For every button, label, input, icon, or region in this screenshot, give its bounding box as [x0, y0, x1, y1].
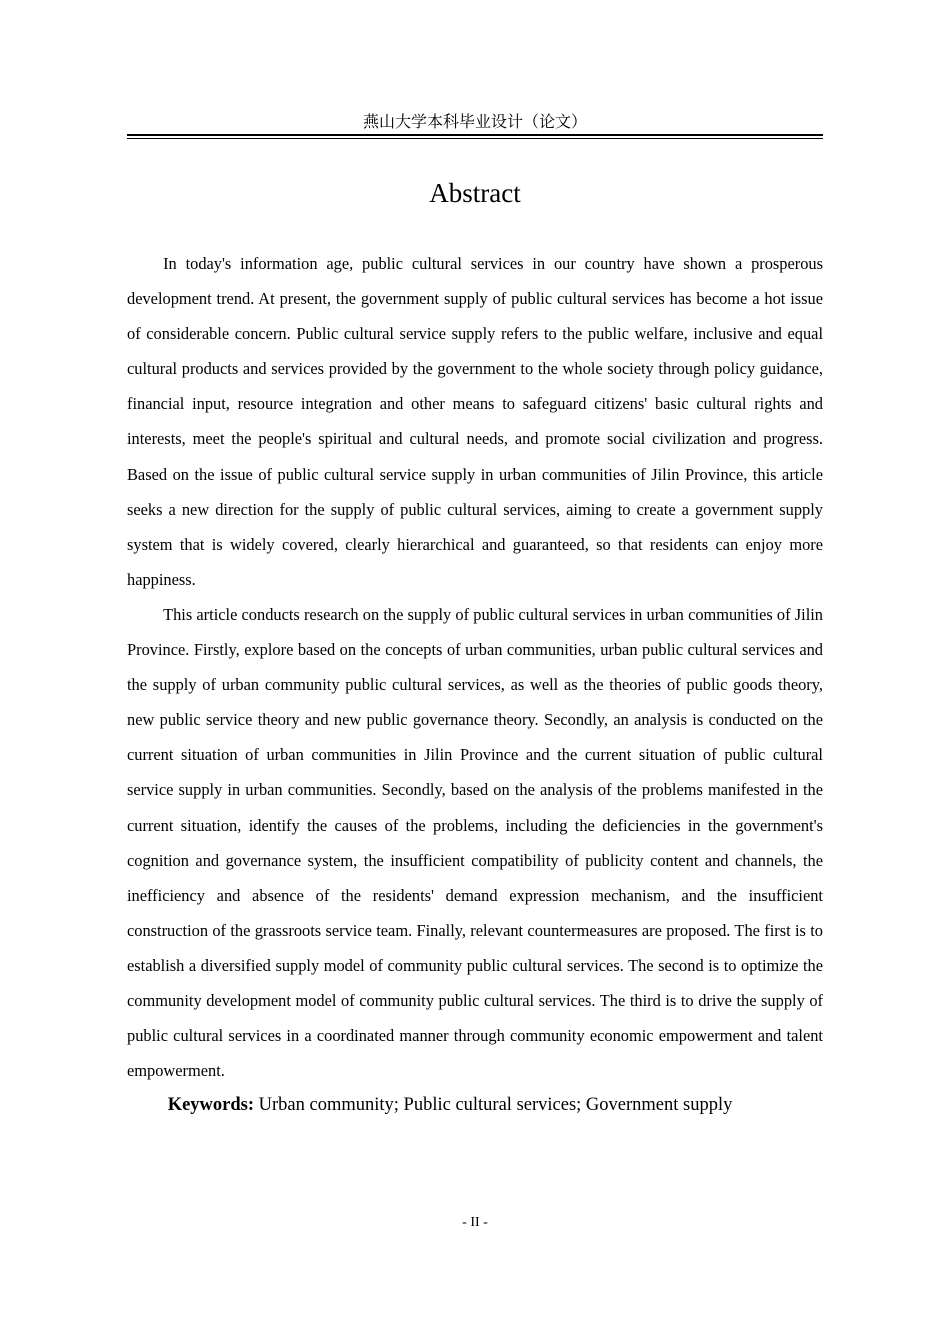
keywords-text: Urban community; Public cultural services; Government supply — [258, 1095, 733, 1116]
header-rule-thin — [127, 138, 823, 139]
page-number: - II - — [462, 1215, 488, 1230]
running-header: 燕山大学本科毕业设计（论文） — [362, 112, 587, 131]
abstract-title: Abstract — [429, 178, 521, 208]
keywords-line — [127, 1088, 823, 1123]
abstract-body — [127, 246, 823, 1123]
header-rule-thick — [127, 134, 823, 136]
abstract-paragraph-2: This article conducts research on the supply of public cultural services in urban communities of Jilin Province. Firstly, explore based on the concepts of urban communities, urban public cultural services and the supply of urban community public cultural services, as well as the theories of public goods theory, new public service theory and new public governance theory. Secondly, an analysis is conducted on the current situation of urban communities in Jilin Province and the current situation of public cultural service supply in urban communities. Secondly, based on the analysis of the problems manifested in the current situation, identify the causes of the problems, including the deficiencies in the government's cognition and governance system, the insufficient compatibility of publicity content and channels, the inefficiency and absence of the residents' demand expression mechanism, and the insufficient construction of the grassroots service team. Finally, relevant countermeasures are proposed. The first is to establish a diversified supply model of community public cultural services. The second is to optimize the community development model of community public cultural services. The third is to drive the supply of public cultural services in a coordinated manner through community economic empowerment and talent empowerment. — [127, 604, 823, 1081]
keywords-label: Keywords: — [167, 1095, 255, 1116]
abstract-paragraph-1: In today's information age, public cultural services in our country have shown a prosperous development trend. At present, the government supply of public cultural services has become a hot issue of considerable concern. Public cultural service supply refers to the public welfare, inclusive and equal cultural products and services provided by the government to the whole society through policy guidance, financial input, resource integration and other means to safeguard citizens' basic cultural rights and interests, meet the people's spiritual and cultural needs, and promote social civilization and progress. Based on the issue of public cultural service supply in urban communities of Jilin Province, this article seeks a new direction for the supply of public cultural services, aiming to create a government supply system that is widely covered, clearly hierarchical and guaranteed, so that residents can enjoy more happiness. — [127, 254, 823, 589]
